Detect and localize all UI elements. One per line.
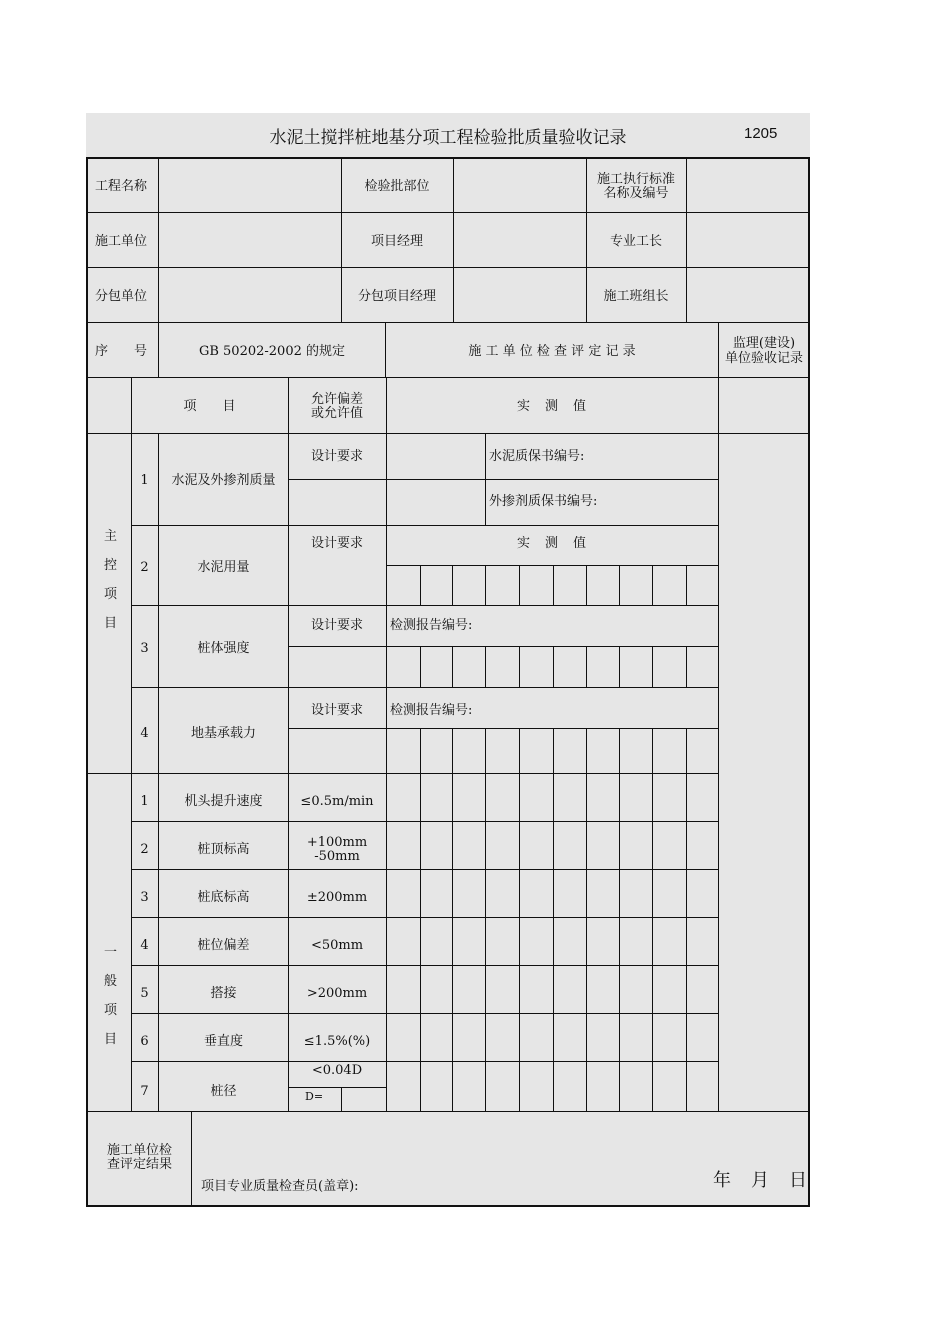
grid-line: [288, 377, 289, 1111]
form-title: 水泥土搅拌桩地基分项工程检验批质量验收记录: [269, 128, 627, 148]
main-item-header: 项 目: [183, 399, 236, 414]
grid-line: [553, 773, 554, 1111]
header-supervision-line1: 监理(建设): [732, 336, 796, 351]
grid-line: [420, 646, 421, 687]
main-item-2-no: 2: [140, 560, 149, 575]
grid-line: [158, 433, 159, 1111]
header-seq: 序 号: [95, 344, 148, 359]
title-bar: [86, 113, 810, 157]
grid-line: [386, 565, 718, 566]
grid-line: [386, 377, 387, 1111]
grid-line: [553, 728, 554, 773]
grid-line: [452, 646, 453, 687]
main-tolerance-line1: 允许偏差: [310, 392, 363, 407]
grid-line: [686, 728, 687, 773]
main-item-1-additive-cert: 外掺剂质保书编号:: [489, 494, 598, 509]
label-subcontractor: 分包单位: [95, 289, 148, 304]
header-record: 施 工 单 位 检 查 评 定 记 录: [468, 344, 636, 359]
grid-line: [88, 377, 810, 378]
general-item-3-tolerance: ±200mm: [306, 890, 368, 905]
grid-line: [131, 1061, 718, 1062]
grid-line: [452, 773, 453, 1111]
grid-line: [452, 565, 453, 605]
label-project-manager: 项目经理: [370, 234, 423, 249]
grid-line: [131, 965, 718, 966]
grid-line: [131, 687, 718, 688]
main-item-4-report: 检测报告编号:: [390, 703, 473, 718]
grid-line: [519, 565, 520, 605]
grid-line: [485, 565, 486, 605]
grid-line: [131, 869, 718, 870]
grid-line: [485, 433, 486, 525]
grid-line: [131, 377, 132, 1111]
grid-line: [652, 565, 653, 605]
main-item-4-no: 4: [140, 726, 149, 741]
grid-line: [131, 525, 718, 526]
header-supervision-line2: 单位验收记录: [724, 351, 803, 366]
grid-line: [686, 773, 687, 1111]
general-item-2-tolerance-lower: -50mm: [314, 849, 360, 864]
general-item-2-tolerance-upper: +100mm: [306, 835, 368, 850]
grid-line: [158, 322, 159, 377]
grid-line: [619, 773, 620, 1111]
grid-line: [341, 1087, 342, 1111]
label-team-leader: 施工班组长: [603, 289, 669, 304]
grid-line: [686, 565, 687, 605]
general-item-4-name: 桩位偏差: [197, 938, 250, 953]
general-item-2-no: 2: [140, 842, 149, 857]
grid-line: [88, 267, 810, 268]
grid-line: [718, 377, 719, 1111]
main-group-char-1: 主: [104, 529, 118, 544]
grid-line: [619, 646, 620, 687]
general-group-char-2: 般: [104, 974, 118, 989]
general-item-4-tolerance: <50mm: [310, 938, 364, 953]
label-inspection-lot-part: 检验批部位: [364, 179, 430, 194]
general-item-7-d-label: D=: [305, 1090, 324, 1103]
result-date: 年 月 日: [713, 1170, 808, 1191]
result-label-line1: 施工单位检: [106, 1143, 172, 1158]
main-item-1-cement-cert: 水泥质保书编号:: [489, 449, 585, 464]
grid-line: [619, 565, 620, 605]
grid-line: [158, 159, 159, 322]
grid-line: [553, 646, 554, 687]
general-item-1-tolerance: ≤0.5m/min: [300, 794, 374, 809]
general-group-char-1: 一: [104, 945, 118, 960]
grid-line: [385, 322, 386, 377]
grid-line: [131, 605, 718, 606]
general-group-char-4: 目: [104, 1032, 118, 1047]
label-sub-project-manager: 分包项目经理: [357, 289, 436, 304]
label-construction-unit: 施工单位: [95, 234, 148, 249]
grid-line: [519, 646, 520, 687]
main-item-1-design-req: 设计要求: [310, 449, 363, 464]
grid-line: [88, 1111, 810, 1112]
main-item-1-no: 1: [140, 473, 149, 488]
result-inspector-label: 项目专业质量检查员(盖章):: [201, 1179, 359, 1194]
main-measured-header: 实 测 值: [516, 399, 587, 414]
grid-line: [586, 646, 587, 687]
grid-line: [131, 1013, 718, 1014]
grid-line: [288, 479, 718, 480]
label-foreman: 专业工长: [609, 234, 662, 249]
grid-line: [88, 433, 810, 434]
general-item-7-name: 桩径: [210, 1084, 237, 1099]
result-label-line2: 查评定结果: [106, 1157, 172, 1172]
main-item-4-design-req: 设计要求: [310, 703, 363, 718]
grid-line: [452, 728, 453, 773]
general-item-1-no: 1: [140, 794, 149, 809]
general-item-5-tolerance: >200mm: [306, 986, 368, 1001]
grid-line: [288, 646, 718, 647]
header-spec: GB 50202-2002 的规定: [198, 344, 346, 359]
grid-line: [718, 322, 719, 377]
main-item-1-name: 水泥及外掺剂质量: [171, 473, 276, 488]
inspection-record-sheet: [86, 113, 810, 1207]
main-group-char-2: 控: [104, 558, 118, 573]
general-item-6-tolerance: ≤1.5%(%): [303, 1034, 371, 1049]
grid-line: [652, 728, 653, 773]
main-item-3-report: 检测报告编号:: [390, 618, 473, 633]
grid-line: [652, 646, 653, 687]
grid-line: [586, 728, 587, 773]
label-standard-line1: 施工执行标准: [596, 172, 675, 187]
record-form: [86, 157, 810, 1207]
grid-line: [88, 212, 810, 213]
grid-line: [88, 773, 718, 774]
main-item-2-name: 水泥用量: [197, 560, 250, 575]
label-project-name: 工程名称: [95, 179, 148, 194]
main-item-3-no: 3: [140, 641, 149, 656]
grid-line: [686, 159, 687, 322]
main-group-char-4: 目: [104, 616, 118, 631]
grid-line: [619, 728, 620, 773]
grid-line: [88, 322, 810, 323]
grid-line: [131, 821, 718, 822]
grid-line: [519, 773, 520, 1111]
grid-line: [485, 728, 486, 773]
general-item-3-no: 3: [140, 890, 149, 905]
general-item-6-no: 6: [140, 1034, 149, 1049]
general-item-5-no: 5: [140, 986, 149, 1001]
grid-line: [191, 1111, 192, 1205]
grid-line: [586, 159, 587, 322]
grid-line: [341, 159, 342, 322]
grid-line: [485, 646, 486, 687]
grid-line: [420, 565, 421, 605]
main-item-3-design-req: 设计要求: [310, 618, 363, 633]
grid-line: [288, 728, 718, 729]
general-item-7-no: 7: [140, 1084, 149, 1099]
grid-line: [131, 917, 718, 918]
grid-line: [553, 565, 554, 605]
general-item-3-name: 桩底标高: [197, 890, 250, 905]
general-item-4-no: 4: [140, 938, 149, 953]
main-group-char-3: 项: [104, 587, 118, 602]
grid-line: [420, 728, 421, 773]
grid-line: [686, 646, 687, 687]
main-item-2-design-req: 设计要求: [310, 536, 363, 551]
general-item-5-name: 搭接: [210, 986, 237, 1001]
label-standard-line2: 名称及编号: [603, 186, 669, 201]
general-item-1-name: 机头提升速度: [184, 794, 263, 809]
main-item-2-measured: 实 测 值: [516, 536, 587, 551]
form-code: 1205: [744, 125, 778, 142]
grid-line: [420, 773, 421, 1111]
grid-line: [586, 773, 587, 1111]
grid-line: [288, 1087, 386, 1088]
grid-line: [519, 728, 520, 773]
grid-line: [453, 159, 454, 322]
general-item-7-tolerance: <0.04D: [311, 1063, 363, 1078]
grid-line: [652, 773, 653, 1111]
main-item-3-name: 桩体强度: [197, 641, 250, 656]
general-group-char-3: 项: [104, 1003, 118, 1018]
main-item-4-name: 地基承载力: [190, 726, 256, 741]
grid-line: [586, 565, 587, 605]
general-item-2-name: 桩顶标高: [197, 842, 250, 857]
general-item-6-name: 垂直度: [203, 1034, 243, 1049]
grid-line: [485, 773, 486, 1111]
main-tolerance-line2: 或允许值: [310, 406, 363, 421]
